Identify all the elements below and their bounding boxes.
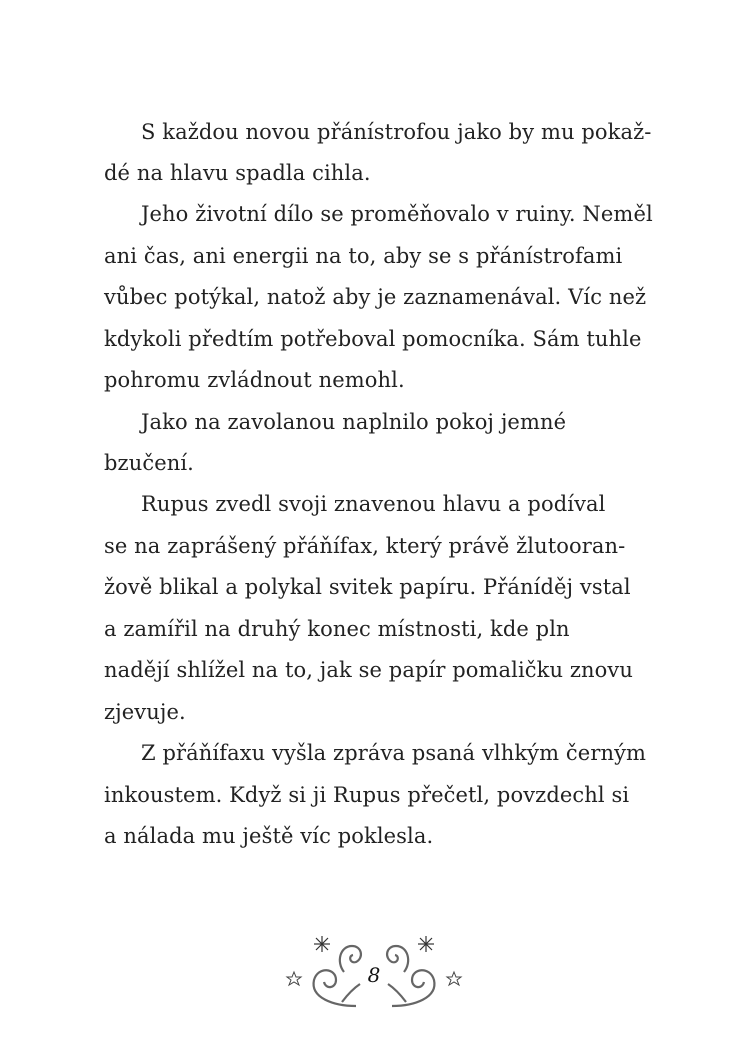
text-line: nadějí shlížel na to, jak se papír pomaličku znovu [104, 658, 633, 682]
text-line: kdykoli předtím potřeboval pomocníka. Sám tuhle [104, 327, 642, 351]
text-line: Jeho životní dílo se proměňovalo v ruiny. Neměl [141, 202, 653, 226]
text-line: a zamířil na druhý konec místnosti, kde pln [104, 617, 570, 641]
star-outline-icon [287, 972, 301, 985]
sparkle-icon [314, 936, 330, 952]
text-line: S každou novou přánístrofou jako by mu pokaž- [141, 120, 652, 144]
text-line: se na zaprášený přáňífax, který právě žlutooran- [104, 534, 626, 558]
text-line: Jako na zavolanou naplnilo pokoj jemné [141, 410, 567, 434]
left-swirl-icon [314, 946, 361, 1006]
text-line: zjevuje. [104, 700, 186, 724]
text-line: pohromu zvládnout nemohl. [104, 368, 405, 392]
text-line: Z přáňífaxu vyšla zpráva psaná vlhkým černým [141, 741, 647, 765]
text-line: žově blikal a polykal svitek papíru. Přáníděj vstal [104, 575, 631, 599]
text-line: vůbec potýkal, natož aby je zaznamenával. Víc než [104, 285, 647, 309]
text-line: bzučení. [104, 451, 194, 475]
sparkle-icon [418, 936, 434, 952]
page-number: 8 [367, 963, 381, 987]
right-swirl-icon [387, 946, 434, 1006]
text-line: dé na hlavu spadla cihla. [104, 161, 371, 185]
star-outline-icon [447, 972, 461, 985]
text-line: Rupus zvedl svoji znavenou hlavu a podíval [141, 492, 606, 516]
text-line: inkoustem. Když si ji Rupus přečetl, povzdechl si [104, 783, 630, 807]
text-line: ani čas, ani energii na to, aby se s přánístrofami [104, 244, 623, 268]
text-line: a nálada mu ještě víc poklesla. [104, 824, 434, 848]
